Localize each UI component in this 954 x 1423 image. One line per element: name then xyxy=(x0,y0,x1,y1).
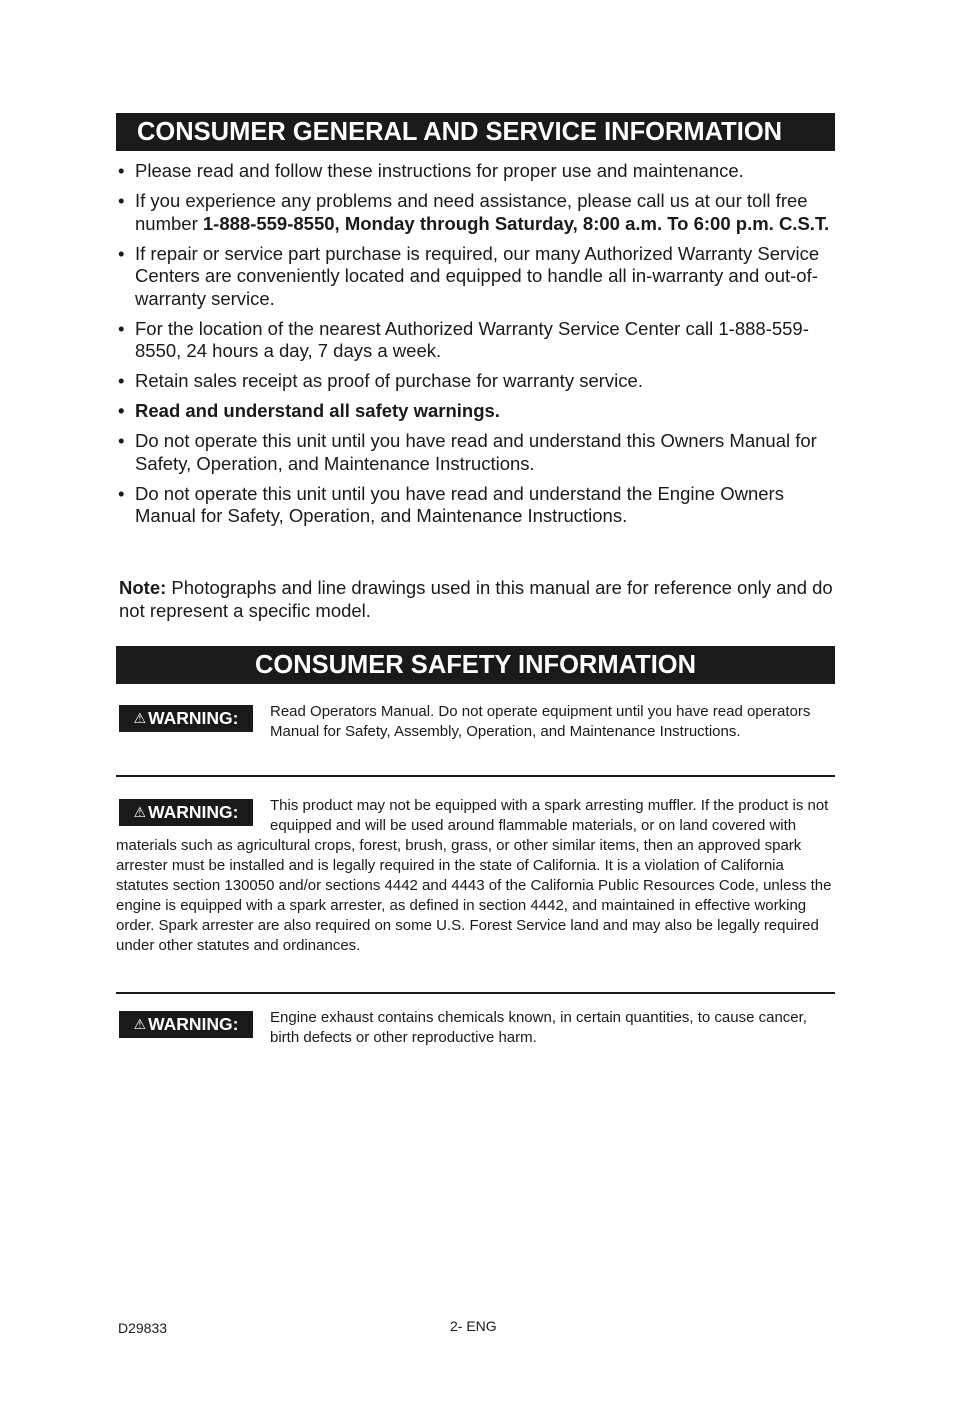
note-text: Photographs and line drawings used in this manual are for reference only and do not represent a specific model. xyxy=(119,577,833,621)
warning-text: Read Operators Manual. Do not operate equipment until you have read operators Manual for Safety, Assembly, Operation, and Maintenance Instructions. xyxy=(270,703,811,740)
warning-triangle-icon: ⚠ xyxy=(133,710,147,726)
warning-text: Engine exhaust contains chemicals known, in certain quantities, to cause cancer, birth defects or other reproductive harm. xyxy=(270,1009,807,1046)
warning-block-spark-arrester xyxy=(116,796,835,956)
section-title-general-service: CONSUMER GENERAL AND SERVICE INFORMATION xyxy=(116,113,835,151)
section-title-safety: CONSUMER SAFETY INFORMATION xyxy=(116,646,835,684)
warning-badge: ⚠ WARNING: xyxy=(119,1011,253,1038)
warning-block-manual xyxy=(116,702,835,742)
list-item: • Do not operate this unit until you have read and understand this Owners Manual for Safety, Operation, and Maintenance Instructions. xyxy=(116,430,838,475)
list-item: • Retain sales receipt as proof of purchase for warranty service. xyxy=(116,370,838,393)
warning-text: This product may not be equipped with a spark arresting muffler. If the product is not equipped and will be used around flammable materials, or on land covered with materials such as agricultural crops, forest, brush, grass, or other similar items, then an approved spark arrester must be installed and is legally required in the state of California. It is a violation of California statutes section 130050 and/or sections 4442 and 4443 of the California Public Resources Code, unless the engine is equipped with a spark arrester, as defined in section 4442, and maintained in effective working order. Spark arrester are also required on some U.S. Forest Service land and may also be legally required under other statutes and ordinances. xyxy=(116,797,832,954)
warning-triangle-icon: ⚠ xyxy=(133,1016,147,1032)
warning-triangle-icon: ⚠ xyxy=(133,804,147,820)
list-item: • For the location of the nearest Authorized Warranty Service Center call 1-888-559-8550, 24 hours a day, 7 days a week. xyxy=(116,318,838,363)
list-item: • Read and understand all safety warnings. xyxy=(116,400,838,423)
list-item: • Do not operate this unit until you have read and understand the Engine Owners Manual for Safety, Operation, and Maintenance Instructions. xyxy=(116,483,838,528)
general-service-list xyxy=(116,160,838,535)
toll-free-number: 1-888-559-8550, Monday through Saturday, 8:00 a.m. To 6:00 p.m. C.S.T. xyxy=(202,212,830,234)
note-label: Note: xyxy=(119,577,167,598)
warning-block-exhaust xyxy=(116,1008,835,1048)
document-number: D29833 xyxy=(118,1320,168,1336)
list-item: • Please read and follow these instructions for proper use and maintenance. xyxy=(116,160,838,183)
list-item: • If you experience any problems and need assistance, please call us at our toll free number 1-888-559-8550, Monday through Saturday, 8:00 a.m. To 6:00 p.m. C.S.T. xyxy=(116,190,838,235)
list-item: • If repair or service part purchase is required, our many Authorized Warranty Service Centers are conveniently located and equipped to handle all in-warranty and out-of-warranty service. xyxy=(116,243,838,311)
warning-badge: ⚠ WARNING: xyxy=(119,799,253,826)
warning-badge: ⚠ WARNING: xyxy=(119,705,253,732)
divider xyxy=(116,992,835,994)
page-number: 2- ENG xyxy=(450,1318,497,1334)
divider xyxy=(116,775,835,777)
note-paragraph xyxy=(119,576,839,622)
